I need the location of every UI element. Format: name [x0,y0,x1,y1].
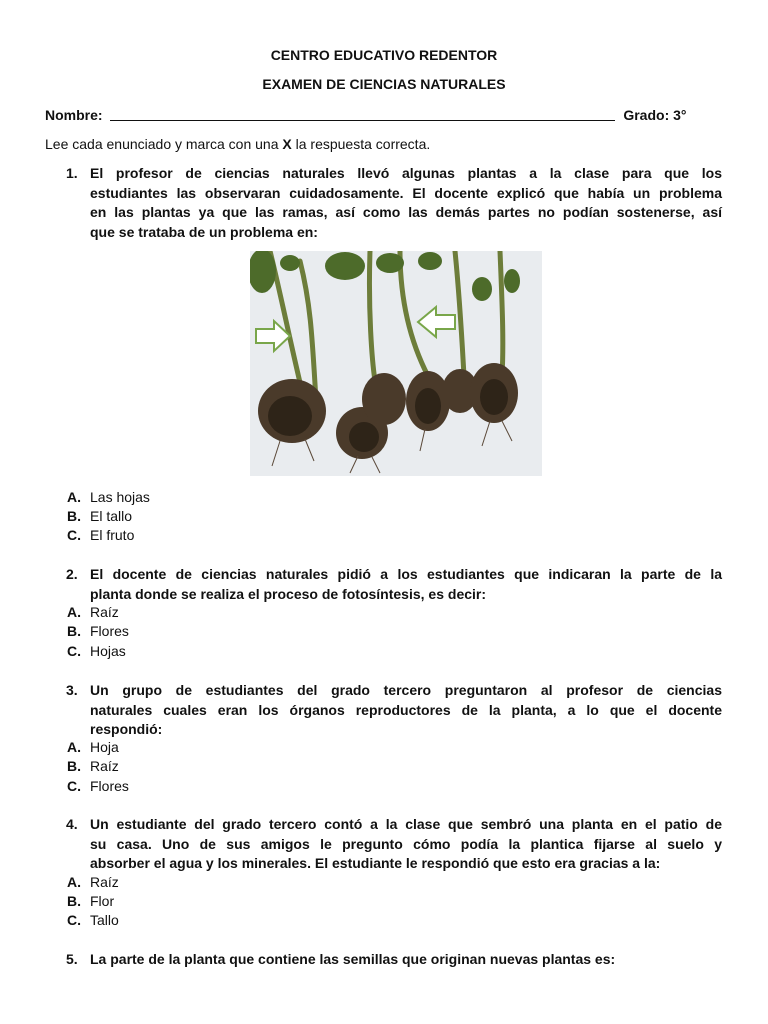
q4-option-a[interactable] [67,873,119,893]
q1-option-c[interactable] [67,526,134,546]
grade-label: Grado: 3° [623,107,687,123]
option-text: El tallo [90,508,133,524]
q1-option-b[interactable] [67,507,132,527]
question-line: La parte de la planta que contiene las semillas que originan nuevas plantas es: [90,951,616,967]
question-3 [66,681,722,740]
q3-option-a[interactable] [67,738,119,758]
name-label: Nombre: [45,107,103,123]
option-text: El fruto [90,527,135,543]
name-grade-line [45,106,725,123]
instructions-mark: X [282,136,292,152]
option-letter: A. [67,489,81,505]
option-letter: B. [67,893,81,909]
question-5 [66,950,722,970]
option-letter: A. [67,604,81,620]
question-line: respondió: [90,721,163,737]
question-line: estudiantes las observaran cuidadosamente. El docente explicó que había un problema [90,184,722,201]
question-2 [66,565,722,604]
question-1 [66,164,722,242]
option-letter: C. [67,527,81,543]
question-line: que se trataba de un problema en: [90,223,318,240]
option-text: Flores [90,778,129,794]
option-text: Hojas [90,643,126,659]
exam-title: EXAMEN DE CIENCIAS NATURALES [262,76,506,92]
option-letter: C. [67,778,81,794]
instructions [45,136,430,152]
option-letter: B. [67,758,81,774]
question-line: El docente de ciencias naturales pidió a los estudiantes que indicaran la parte de la [90,566,722,582]
option-text: Las hojas [90,489,150,505]
option-text: Raíz [90,758,119,774]
question-line: absorber el agua y los minerales. El estudiante le respondió que esto era gracias a la: [90,855,661,871]
q1-option-a[interactable] [67,488,150,508]
question-number: 5. [66,951,78,967]
option-text: Flor [90,893,115,909]
option-letter: A. [67,739,81,755]
question-line: en las plantas ya que las ramas, así como las demás partes no podían sostenerse, así [90,204,722,220]
q3-option-b[interactable] [67,757,119,777]
question-number: 2. [66,566,78,582]
q3-option-c[interactable] [67,777,129,797]
instructions-text-end: la respuesta correcta. [291,136,431,152]
q2-option-b[interactable] [67,622,129,642]
question-line: planta donde se realiza el proceso de fotosíntesis, es decir: [90,585,487,602]
option-text: Tallo [90,912,119,928]
option-letter: C. [67,912,81,928]
q4-option-b[interactable] [67,892,114,912]
plants-roots-photo [250,251,542,476]
question-line: naturales cuales eran los órganos reproductores de la planta, a lo que el docente [90,701,722,718]
option-text: Raíz [90,874,119,890]
option-text: Hoja [90,739,119,755]
question-line: Un estudiante del grado tercero contó a la clase que sembró una planta en el patio de [90,816,722,832]
school-name: CENTRO EDUCATIVO REDENTOR [270,47,498,63]
option-letter: C. [67,643,81,659]
question-number: 3. [66,682,78,698]
question-line: su casa. Uno de sus amigos le pregunto cómo podía la plantica fijarse al suelo y [90,835,722,852]
name-blank [110,106,615,121]
q2-option-a[interactable] [67,603,119,623]
option-text: Raíz [90,604,119,620]
question-number: 1. [66,165,78,181]
q2-option-c[interactable] [67,642,126,662]
question-number: 4. [66,816,78,832]
question-line: Un grupo de estudiantes del grado tercero preguntaron al profesor de ciencias [90,682,722,698]
instructions-text: Lee cada enunciado y marca con una [45,136,283,152]
question-4 [66,815,722,874]
option-text: Flores [90,623,129,639]
option-letter: A. [67,874,81,890]
option-letter: B. [67,623,81,639]
option-letter: B. [67,508,81,524]
q4-option-c[interactable] [67,911,119,931]
question-line: El profesor de ciencias naturales llevó algunas plantas a la clase para que los [90,165,722,181]
plants-image [250,251,542,476]
